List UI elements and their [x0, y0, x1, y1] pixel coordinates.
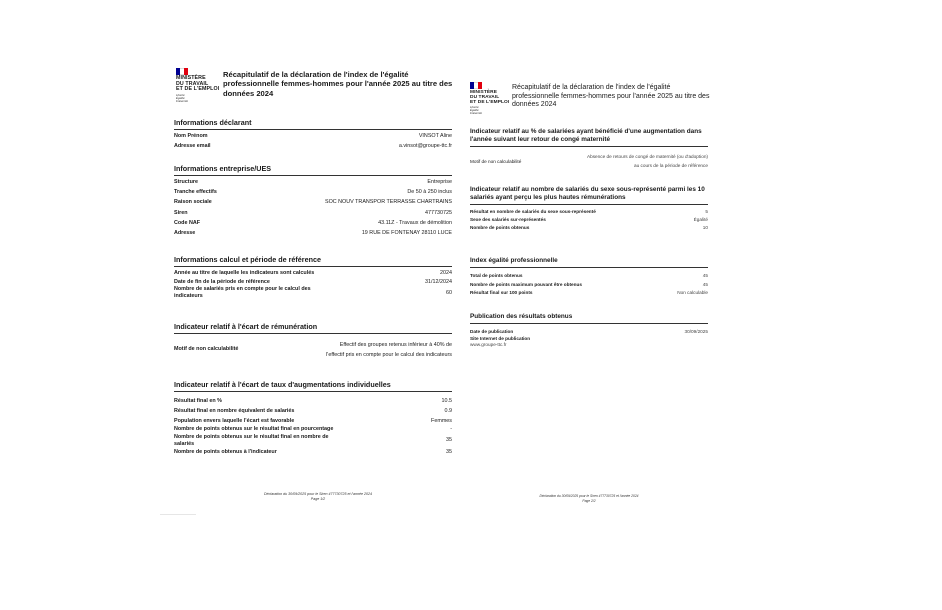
row-label: Date de fin de la période de référence	[174, 278, 270, 285]
section-augmentations	[174, 380, 452, 456]
row-value: 2024	[440, 270, 452, 277]
info-row	[470, 273, 708, 279]
section-declarant	[174, 118, 452, 149]
row-value: 31/12/2024	[425, 278, 452, 285]
ministry-line: ET DE L'EMPLOI	[176, 86, 220, 93]
motto-line: Fraternité	[470, 111, 482, 116]
row-label: Nombre de points obtenus	[470, 224, 530, 230]
row-value: Entreprise	[427, 179, 452, 186]
info-row	[174, 426, 452, 433]
row-label: Motif de non calculabilité	[470, 158, 522, 164]
ministry-line: ET DE L'EMPLOI	[470, 100, 510, 106]
row-label: Nombre de points obtenus sur le résultat final en pourcentage	[174, 426, 334, 433]
motto-line: Égalité	[470, 108, 479, 113]
row-value: 30/09/2025	[684, 328, 708, 334]
info-row	[174, 220, 452, 227]
info-row	[174, 230, 452, 237]
info-row	[470, 225, 708, 231]
page-title: Récapitulatif de la déclaration de l'index de l'égalité professionnelle femmes-hommes pour l'année 2025 au titre des données 2024	[223, 70, 453, 98]
section-index	[470, 257, 708, 296]
section-heading: Publication des résultats obtenus	[470, 313, 708, 324]
row-label: Sexe des salariés sur-représentés	[470, 216, 546, 222]
row-value: 19 RUE DE FONTENAY 28110 LUCE	[361, 230, 452, 237]
info-row	[470, 290, 708, 296]
row-value: 5	[705, 208, 708, 214]
section-heading: Informations calcul et période de référence	[174, 255, 452, 267]
motto-line: Liberté	[470, 105, 479, 110]
row-value: Non calculable	[677, 290, 708, 296]
info-row	[174, 133, 452, 140]
row-value: 45	[702, 272, 708, 278]
section-heading: Index égalité professionnelle	[470, 257, 708, 268]
row-value: 35	[446, 437, 452, 444]
footer-line: Déclaration du 30/09/2025 pour le Siren 477730725 et l'année 2024	[539, 494, 639, 498]
footer-line: Déclaration du 30/09/2025 pour le Siren 477730725 et l'année 2024	[264, 492, 372, 496]
page-footer	[484, 494, 694, 503]
row-label: Code NAF	[174, 219, 201, 226]
row-label: Siren	[174, 209, 188, 216]
scan-divider	[160, 514, 196, 515]
row-label: Nom Prénom	[174, 133, 208, 140]
row-value: VINSOT Aline	[418, 133, 452, 140]
footer-page-number: Page 1/2	[310, 497, 326, 501]
info-row	[174, 398, 452, 405]
ministry-line: MINISTÈRE	[176, 75, 206, 81]
row-label: Total de points obtenus	[470, 272, 523, 278]
row-label: Résultat final en %	[174, 397, 222, 404]
info-row	[174, 340, 452, 360]
info-row	[470, 209, 708, 215]
french-flag-icon	[470, 82, 482, 89]
row-value: SOC NOUV TRANSPOR TERRASSE CHARTRAINS	[324, 199, 452, 206]
section-heading: Indicateur relatif à l'écart de taux d'augmentations individuelles	[174, 380, 452, 392]
row-label: Structure	[174, 179, 198, 186]
info-row	[174, 449, 452, 456]
row-label: Nombre de points obtenus à l'indicateur	[174, 449, 277, 456]
row-label: Résultat final sur 100 points	[470, 290, 533, 296]
row-value: 43.11Z - Travaux de démolition	[378, 219, 452, 226]
row-label: Résultat en nombre de salariés du sexe sous-représenté	[470, 208, 596, 214]
info-row	[174, 179, 452, 186]
row-value: 60	[446, 289, 452, 296]
ministry-line: DU TRAVAIL	[176, 80, 209, 87]
french-flag-icon	[176, 68, 188, 75]
row-value: 477730725	[425, 209, 452, 216]
section-heading: Indicateur relatif à l'écart de rémunération	[174, 322, 452, 334]
section-entreprise	[174, 164, 452, 237]
row-label: Résultat final en nombre équivalent de salariés	[174, 407, 295, 414]
info-row	[174, 279, 452, 286]
section-heading: Indicateur relatif au % de salariées ayant bénéficié d'une augmentation dans l'année suivant leur retour de congé maternité	[470, 128, 708, 147]
ministry-line: MINISTÈRE	[470, 90, 498, 95]
info-row	[174, 199, 452, 206]
info-row	[174, 286, 452, 299]
info-row	[470, 217, 708, 223]
motto-line: Liberté	[176, 92, 185, 97]
row-label: Adresse email	[174, 142, 211, 149]
row-label: Tranche effectifs	[174, 189, 217, 196]
ministry-line: DU TRAVAIL	[470, 95, 500, 101]
row-value: 10.5	[441, 397, 452, 404]
info-row	[174, 408, 452, 415]
info-row	[174, 189, 452, 196]
publication-site-link[interactable]: www.groupe-ttc.fr	[470, 341, 507, 347]
row-value: 0.9	[444, 407, 452, 414]
ministry-logo	[176, 68, 224, 103]
footer-page-number: Page 2/2	[582, 498, 596, 503]
info-row	[174, 434, 452, 447]
row-label: Population envers laquelle l'écart est favorable	[174, 417, 295, 424]
row-value: 10	[702, 224, 708, 230]
section-heading: Informations déclarant	[174, 118, 452, 130]
row-label: Site Internet de publication	[470, 335, 531, 341]
row-value: De 50 à 250 inclus	[407, 189, 452, 196]
document-page-2	[464, 0, 714, 520]
info-row	[174, 210, 452, 217]
row-label: Motif de non calculabilité	[174, 346, 239, 353]
info-row	[174, 143, 452, 150]
row-value: Absence de retours de congé de maternité (ou d'adoption) au cours de la période de référence	[586, 153, 708, 168]
motto-line: Fraternité	[176, 98, 188, 103]
info-row	[470, 282, 708, 288]
document-page-1	[168, 0, 458, 520]
row-value: -	[450, 426, 452, 433]
info-row	[470, 329, 708, 335]
row-value: Égalité	[693, 216, 708, 222]
section-heading: Informations entreprise/UES	[174, 164, 452, 176]
row-value: 35	[446, 449, 452, 456]
section-publication	[470, 313, 708, 348]
row-label: Raison sociale	[174, 199, 212, 206]
ministry-logo	[470, 82, 514, 115]
section-conge-maternite	[470, 128, 708, 170]
row-value: a.vinsot@groupe-ttc.fr	[398, 142, 452, 149]
row-label: Année au titre de laquelle les indicateurs sont calculés	[174, 270, 315, 277]
row-value: 45	[702, 282, 708, 288]
row-label: Date de publication	[470, 328, 514, 334]
section-hautes-remunerations	[470, 186, 708, 231]
page-title: Récapitulatif de la déclaration de l'index de l'égalité professionnelle femmes-hommes pour l'année 2025 au titre des données 2024	[512, 84, 710, 109]
section-calcul	[174, 255, 452, 299]
row-label: Nombre de salariés pris en compte pour le calcul des indicateurs	[174, 286, 311, 299]
row-value: Femmes	[431, 417, 452, 424]
section-remuneration	[174, 322, 452, 360]
page-footer	[208, 492, 428, 502]
info-row	[174, 418, 452, 425]
section-heading: Indicateur relatif au nombre de salariés du sexe sous-représenté parmi les 10 salariés ayant perçu les plus hautes rémunérations	[470, 186, 708, 205]
motto-line: Égalité	[176, 95, 185, 100]
row-label: Nombre de points maximum pouvant être obtenus	[470, 282, 582, 288]
row-label: Nombre de points obtenus sur le résultat final en nombre de salariés	[174, 434, 329, 447]
row-label: Adresse	[174, 230, 196, 237]
row-value: Effectif des groupes retenus inférieur à 40% de l'effectif pris en compte pour le calcul des indicateurs	[326, 341, 452, 358]
info-row	[470, 153, 708, 170]
info-row	[174, 270, 452, 277]
